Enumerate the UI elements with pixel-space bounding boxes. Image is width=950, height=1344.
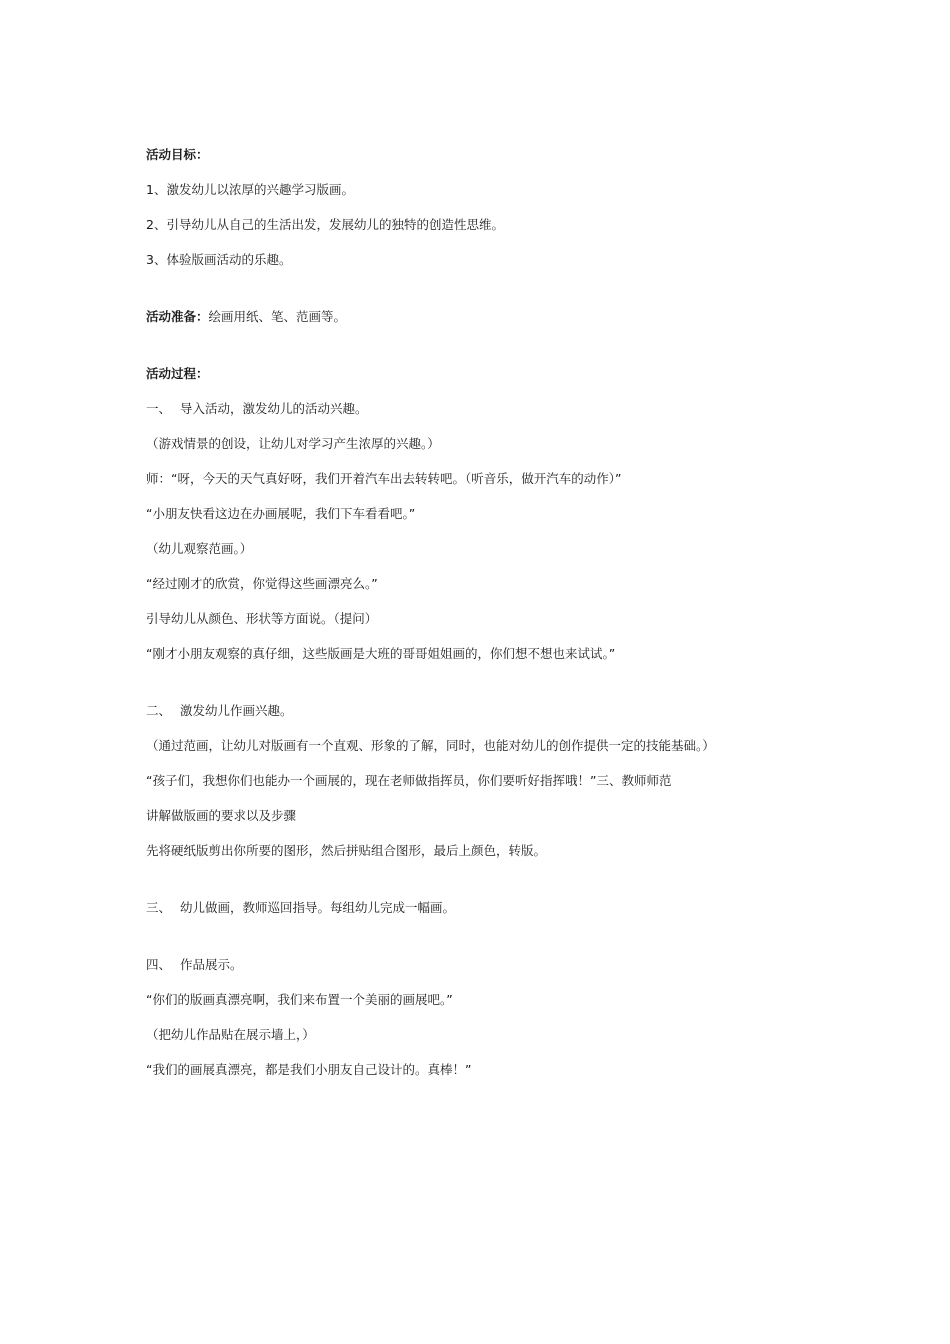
step-heading bbox=[146, 899, 846, 916]
step-text-line: “经过刚才的欣赏，你觉得这些画漂亮么。” bbox=[146, 576, 378, 591]
step-number: 二、 bbox=[146, 703, 172, 718]
document-body bbox=[146, 146, 846, 1096]
step-text-line: （幼儿观察范画。） bbox=[146, 541, 253, 556]
preparation-paragraph bbox=[146, 308, 846, 325]
preparation-text: 绘画用纸、笔、范画等。 bbox=[208, 309, 347, 324]
goal-item: 1、激发幼儿以浓厚的兴趣学习版画。 bbox=[146, 182, 354, 197]
step-text-line: “刚才小朋友观察的真仔细，这些版画是大班的哥哥姐姐画的，你们想不想也来试试。” bbox=[146, 646, 616, 661]
step-title: 导入活动，激发幼儿的活动兴趣。 bbox=[180, 401, 368, 416]
preparation-label: 活动准备： bbox=[146, 309, 209, 324]
goal-item: 3、体验版画活动的乐趣。 bbox=[146, 252, 292, 267]
step-text-line: 先将硬纸版剪出你所要的图形，然后拼贴组合图形，最后上颜色，转版。 bbox=[146, 843, 547, 858]
step-number: 四、 bbox=[146, 957, 172, 972]
step-title: 幼儿做画，教师巡回指导。每组幼儿完成一幅画。 bbox=[180, 900, 456, 915]
step-heading bbox=[146, 400, 846, 417]
step-text-line: 讲解做版画的要求以及步骤 bbox=[146, 808, 297, 823]
step-heading bbox=[146, 956, 846, 973]
step-text-line: （通过范画，让幼儿对版画有一个直观、形象的了解，同时，也能对幼儿的创作提供一定的技能基础。） bbox=[146, 738, 715, 753]
step-text-line: （游戏情景的创设，让幼儿对学习产生浓厚的兴趣。） bbox=[146, 436, 440, 451]
step-text-line: “小朋友快看这边在办画展呢，我们下车看看吧。” bbox=[146, 506, 416, 521]
step-text-line: 引导幼儿从颜色、形状等方面说。（提问） bbox=[146, 611, 378, 626]
step-text-line: （把幼儿作品贴在展示墙上，） bbox=[146, 1027, 315, 1042]
goal-item: 2、引导幼儿从自己的生活出发，发展幼儿的独特的创造性思维。 bbox=[146, 217, 504, 232]
process-heading: 活动过程： bbox=[146, 366, 209, 381]
goals-heading: 活动目标： bbox=[146, 147, 209, 162]
step-title: 激发幼儿作画兴趣。 bbox=[180, 703, 293, 718]
step-text-line: “我们的画展真漂亮，都是我们小朋友自己设计的。真棒！” bbox=[146, 1062, 472, 1077]
step-text-line: 师：“呀，今天的天气真好呀，我们开着汽车出去转转吧。（听音乐，做开汽车的动作）” bbox=[146, 471, 622, 486]
step-text-line: “你们的版画真漂亮啊，我们来布置一个美丽的画展吧。” bbox=[146, 992, 453, 1007]
step-number: 三、 bbox=[146, 900, 172, 915]
step-number: 一、 bbox=[146, 401, 172, 416]
step-title: 作品展示。 bbox=[180, 957, 243, 972]
step-heading bbox=[146, 702, 846, 719]
step-text-line: “孩子们，我想你们也能办一个画展的，现在老师做指挥员，你们要听好指挥哦！”三、教师师范 bbox=[146, 773, 672, 788]
